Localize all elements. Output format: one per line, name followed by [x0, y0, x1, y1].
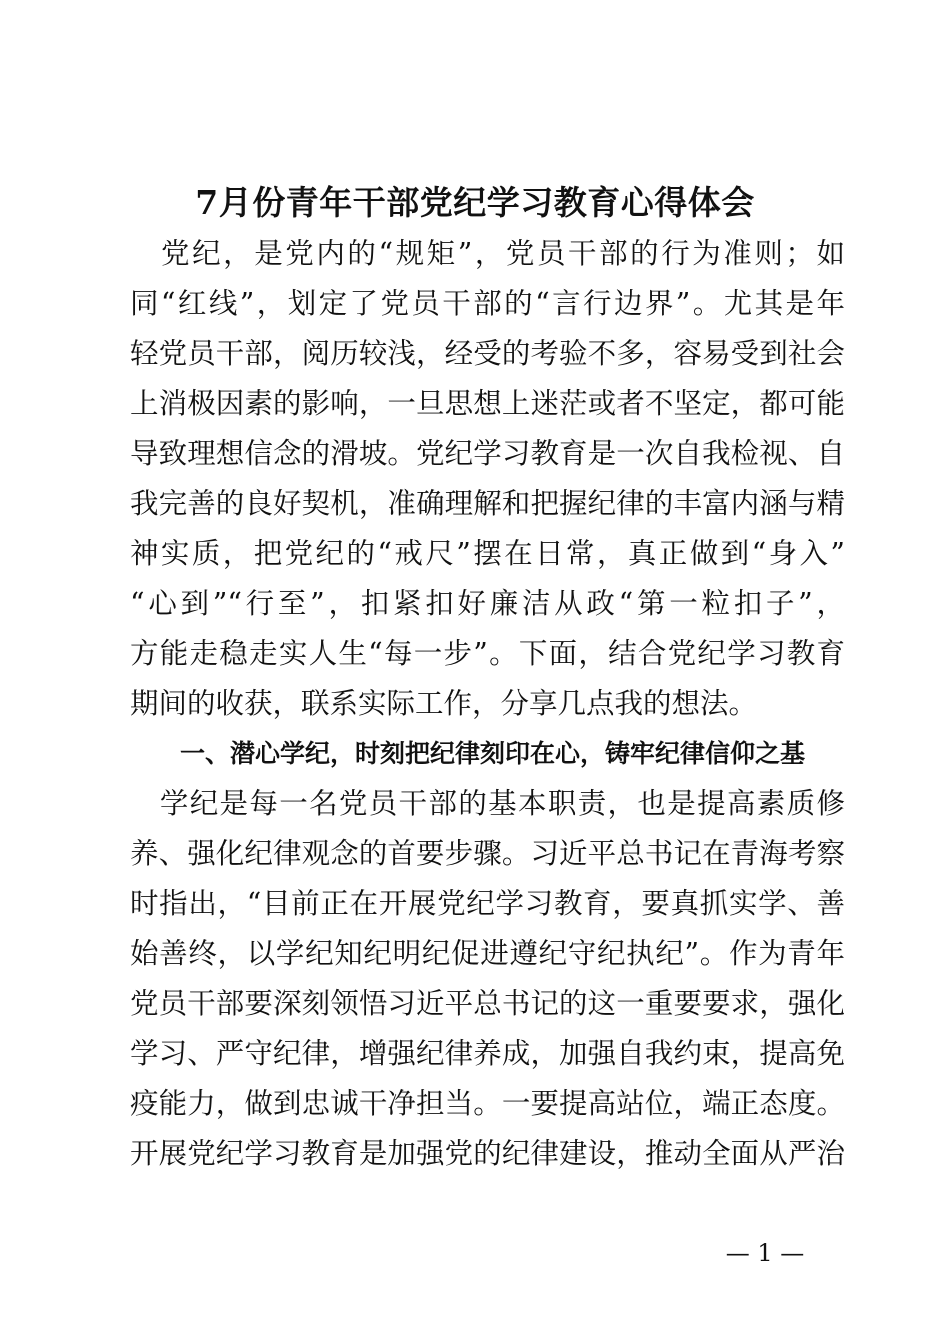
- document-title: 7月份青年干部党纪学习教育心得体会: [195, 183, 755, 222]
- section-heading: 一、潜心学纪，时刻把纪律刻印在心，铸牢纪律信仰之基: [180, 739, 806, 768]
- paragraph-line: 神实质，把党纪的“戒尺”摆在日常，真正做到“身入”: [130, 537, 845, 570]
- paragraph-line: 时指出，“目前正在开展党纪学习教育，要真抓实学、善: [130, 887, 845, 920]
- paragraph-line: 期间的收获，联系实际工作，分享几点我的想法。: [130, 687, 758, 720]
- paragraph-line: 学纪是每一名党员干部的基本职责，也是提高素质修: [130, 787, 845, 820]
- paragraph-line: 导致理想信念的滑坡。党纪学习教育是一次自我检视、自: [130, 437, 845, 470]
- paragraph-line: 党纪，是党内的“规矩”，党员干部的行为准则；如: [130, 237, 845, 270]
- paragraph-line: 疫能力，做到忠诚干净担当。一要提高站位，端正态度。: [130, 1087, 845, 1120]
- paragraph-line: 轻党员干部，阅历较浅，经受的考验不多，容易受到社会: [130, 337, 845, 370]
- paragraph-line: 党员干部要深刻领悟习近平总书记的这一重要要求，强化: [130, 987, 845, 1020]
- paragraph-line: 学习、严守纪律，增强纪律养成，加强自我约束，提高免: [130, 1037, 845, 1070]
- paragraph-line: 养、强化纪律观念的首要步骤。习近平总书记在青海考察: [130, 837, 845, 870]
- page-number: — 1 —: [725, 1239, 805, 1267]
- paragraph-line: 上消极因素的影响，一旦思想上迷茫或者不坚定，都可能: [130, 387, 845, 420]
- paragraph-line: 同“红线”，划定了党员干部的“言行边界”。尤其是年: [130, 287, 845, 320]
- paragraph-line: 我完善的良好契机，准确理解和把握纪律的丰富内涵与精: [130, 487, 845, 520]
- paragraph-line: “心到”“行至”，扣紧扣好廉洁从政“第一粒扣子”，: [130, 587, 845, 620]
- paragraph-line: 始善终，以学纪知纪明纪促进遵纪守纪执纪”。作为青年: [130, 937, 845, 970]
- paragraph-line: 方能走稳走实人生“每一步”。下面，结合党纪学习教育: [130, 637, 845, 670]
- paragraph-line: 开展党纪学习教育是加强党的纪律建设，推动全面从严治: [130, 1137, 845, 1170]
